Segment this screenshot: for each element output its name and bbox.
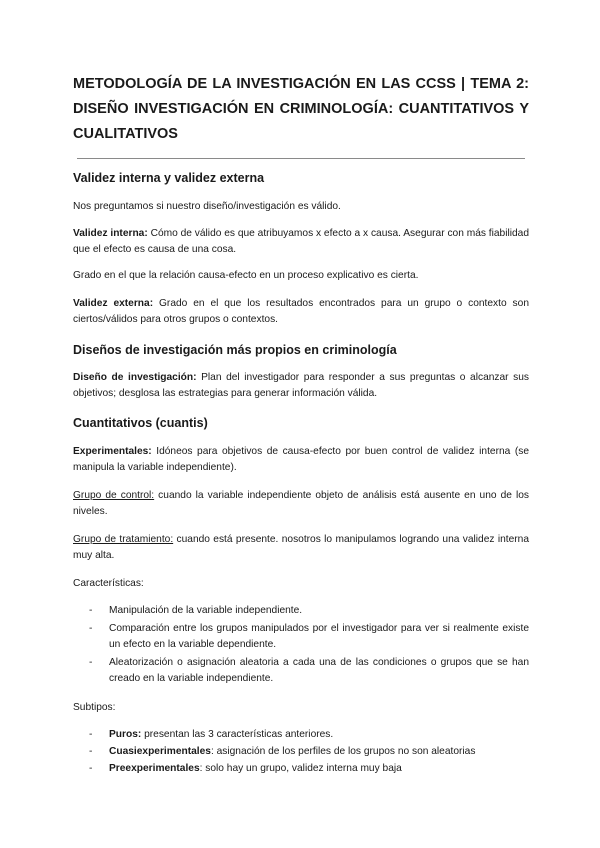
grupo-control-text: cuando la variable independiente objeto de análisis está ausente en uno de los niveles. (73, 490, 529, 517)
list-dash: - (89, 729, 93, 740)
list-item (89, 621, 529, 653)
list-item (89, 603, 529, 619)
grupo-tratamiento-text: cuando está presente. nosotros lo manipulamos logrando una validez interna muy alta. (73, 534, 529, 561)
subtipo-label: Cuasiexperimentales (109, 746, 211, 757)
diseno-paragraph (73, 370, 529, 402)
subtipo-text: : solo hay un grupo, validez interna muy baja (199, 763, 402, 774)
caracteristica-1: Manipulación de la variable independiente. (109, 605, 303, 616)
diseno-label: Diseño de investigación: (73, 372, 197, 383)
list-dash: - (89, 623, 93, 634)
grupo-control-label: Grupo de control: (73, 490, 155, 501)
subtipo-2 (109, 744, 529, 760)
caracteristica-3: Aleatorización o asignación aleatoria a cada una de las condiciones o grupos que se han creado en la variable independiente. (109, 657, 529, 684)
caracteristica-2: Comparación entre los grupos manipulados por el investigador para ver si realmente existe un efecto en la variable dependiente. (109, 623, 529, 650)
diseno-text: Plan del investigador para responder a sus preguntas o alcanzar sus objetivos; desglosa las estrategias para generar información válida. (73, 372, 530, 399)
title-divider (77, 158, 525, 159)
heading-validez: Validez interna y validez externa (73, 171, 265, 185)
experimentales-paragraph (73, 444, 529, 476)
list-dash: - (89, 746, 93, 757)
subtipo-text: presentan las 3 características anteriores. (141, 729, 334, 740)
list-item (89, 727, 529, 743)
grado-paragraph: Grado en el que la relación causa-efecto en un proceso explicativo es cierta. (73, 270, 419, 281)
validez-externa-text: Grado en el que los resultados encontrados para un grupo o contexto son ciertos/válidos para otros grupos o contextos. (73, 298, 529, 325)
validez-intro: Nos preguntamos si nuestro diseño/investigación es válido. (73, 201, 341, 212)
validez-externa-label: Validez externa: (73, 298, 154, 309)
subtipo-3 (109, 761, 529, 777)
subtipo-text: : asignación de los perfiles de los grupos no son aleatorias (210, 746, 476, 757)
validez-interna-paragraph (73, 226, 529, 258)
grupo-tratamiento-paragraph (73, 532, 529, 564)
validez-interna-label: Validez interna: (73, 228, 148, 239)
subtipo-label: Puros: (109, 729, 142, 740)
list-dash: - (89, 605, 93, 616)
list-dash: - (89, 763, 93, 774)
grupo-control-paragraph (73, 488, 529, 520)
list-item (89, 744, 529, 760)
heading-disenos: Diseños de investigación más propios en criminología (73, 343, 397, 357)
subtipo-1 (109, 727, 529, 743)
list-item (89, 655, 529, 687)
experimentales-text: Idóneos para objetivos de causa-efecto por buen control de validez interna (se manipula la variable independiente). (73, 446, 529, 473)
validez-interna-text: Cómo de válido es que atribuyamos x efecto a x causa. Asegurar con más fiabilidad que el efecto es causa de una cosa. (73, 228, 530, 255)
heading-cuantitativos: Cuantitativos (cuantis) (73, 416, 208, 430)
subtipo-label: Preexperimentales (109, 763, 200, 774)
grupo-tratamiento-label: Grupo de tratamiento: (73, 534, 174, 545)
subtipos-label: Subtipos: (73, 702, 116, 713)
experimentales-label: Experimentales: (73, 446, 152, 457)
list-item (89, 761, 529, 777)
validez-externa-paragraph (73, 296, 529, 328)
list-dash: - (89, 657, 93, 668)
document-title: METODOLOGÍA DE LA INVESTIGACIÓN EN LAS CCSS | TEMA 2: DISEÑO INVESTIGACIÓN EN CRIMINOLOGÍA: CUANTITATIVOS Y CUALITATIVOS (73, 76, 529, 142)
caracteristicas-label: Características: (73, 578, 144, 589)
